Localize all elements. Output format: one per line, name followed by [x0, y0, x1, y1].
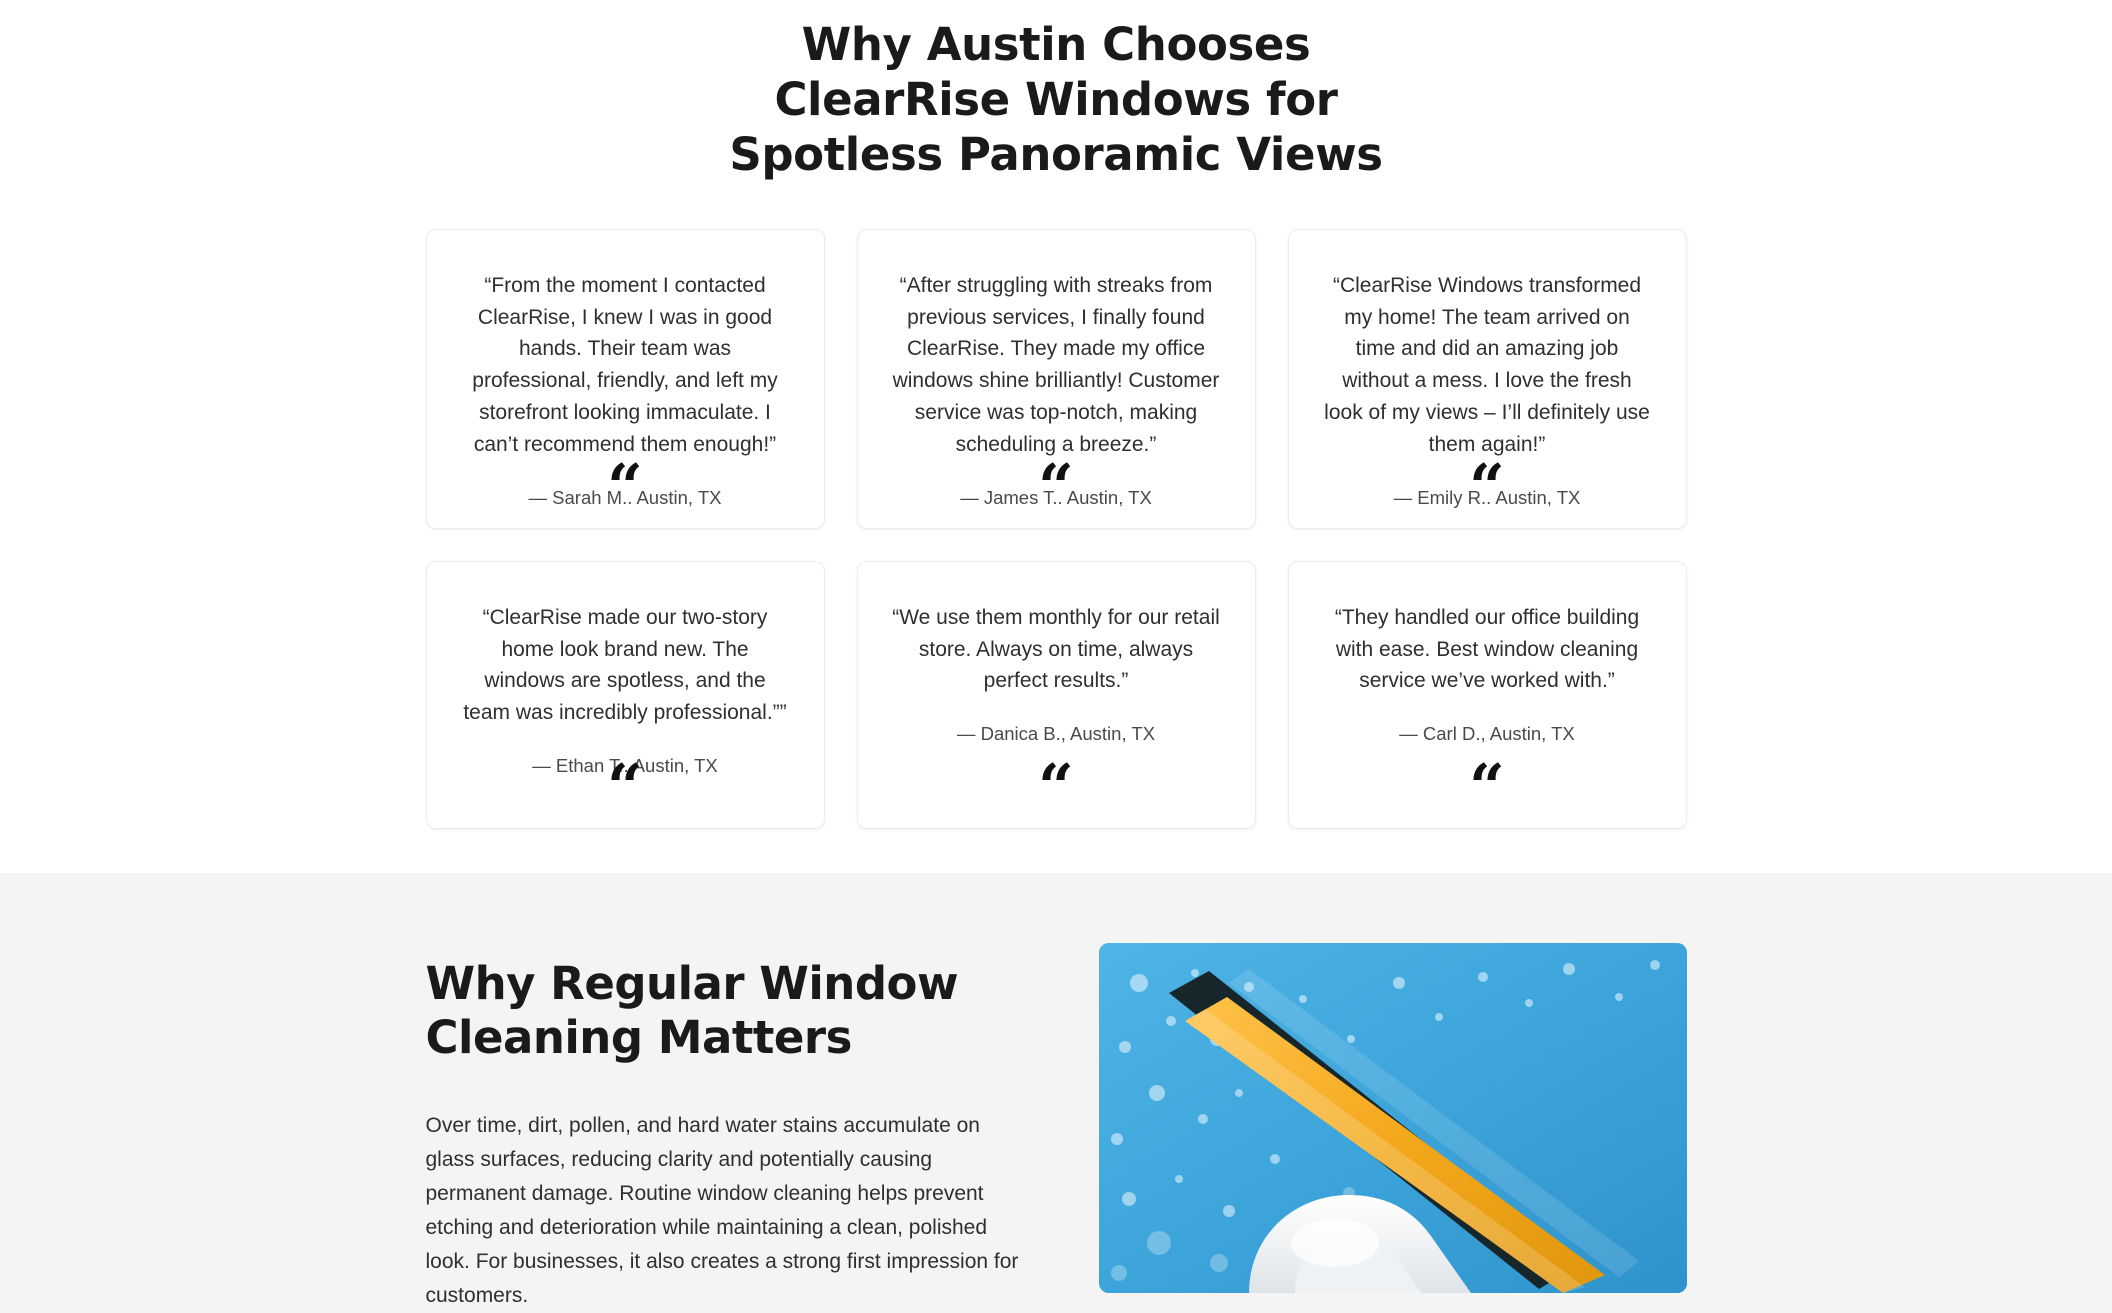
quote-mark-icon: “	[1038, 449, 1074, 523]
window-cleaning-photo	[1099, 943, 1687, 1293]
testimonial-quote: “After struggling with streaks from previous services, I finally found ClearRise. They made my office windows shine brilliantly! Customer service was top-notch, making scheduling a breeze.”	[892, 273, 1220, 457]
quote-mark-icon: “	[607, 749, 643, 823]
testimonial-author: — Danica B., Austin, TX	[956, 723, 1156, 745]
testimonial-quote: “ClearRise Windows transformed my home! The team arrived on time and did an amazing job without a mess. I love the fresh look of my views – I’ll definitely use them again!”	[1324, 273, 1650, 457]
testimonial-author: — Ethan T.. Austin, TX	[532, 755, 718, 777]
testimonial-author: — James T.. Austin, TX	[960, 487, 1152, 509]
testimonial-quote: “From the moment I contacted ClearRise, I knew I was in good hands. Their team was professional, friendly, and left my storefront looking immaculate. I can’t recommend them enough!”	[472, 273, 778, 457]
testimonial-card	[426, 561, 825, 829]
testimonial-card-grid	[414, 229, 1699, 829]
info-text-column	[426, 943, 1025, 1313]
info-heading: Why Regular Window Cleaning Matters	[425, 956, 959, 1064]
testimonial-card	[857, 229, 1256, 529]
testimonial-author: — Carl D., Austin, TX	[1399, 723, 1575, 745]
quote-mark-icon: “	[1469, 449, 1505, 523]
quote-mark-icon: “	[607, 449, 643, 523]
testimonial-quote: “We use them monthly for our retail store. Always on time, always perfect results.”	[892, 605, 1220, 693]
why-regular-cleaning-section	[0, 873, 2112, 1313]
testimonial-card	[1288, 561, 1687, 829]
testimonial-card	[857, 561, 1256, 829]
page-title: Why Austin Chooses ClearRise Windows for Spotless Panoramic Views	[729, 18, 1383, 181]
quote-mark-icon: “	[1038, 749, 1074, 823]
testimonial-author: — Sarah M.. Austin, TX	[528, 487, 722, 509]
testimonial-card	[1288, 229, 1687, 529]
testimonial-author: — Emily R.. Austin, TX	[1393, 487, 1581, 509]
testimonial-quote: “They handled our office building with ease. Best window cleaning service we’ve worked with.”	[1334, 605, 1640, 693]
testimonial-row-1	[426, 229, 1687, 529]
testimonial-quote: “ClearRise made our two-story home look brand new. The windows are spotless, and the team was incredibly professional.””	[463, 605, 787, 725]
quote-mark-icon: “	[1469, 749, 1505, 823]
info-paragraph: Over time, dirt, pollen, and hard water stains accumulate on glass surfaces, reducing clarity and potentially causing permanent damage. Routine window cleaning helps prevent etching and deterioration while maintaining a clean, polished look. For businesses, it also creates a strong first impression for customers.	[425, 1113, 1019, 1307]
info-image-column	[1099, 943, 1687, 1293]
testimonial-row-2	[426, 561, 1687, 829]
info-columns	[414, 943, 1699, 1313]
testimonial-card	[426, 229, 825, 529]
squeegee-illustration-icon	[1099, 943, 1687, 1293]
